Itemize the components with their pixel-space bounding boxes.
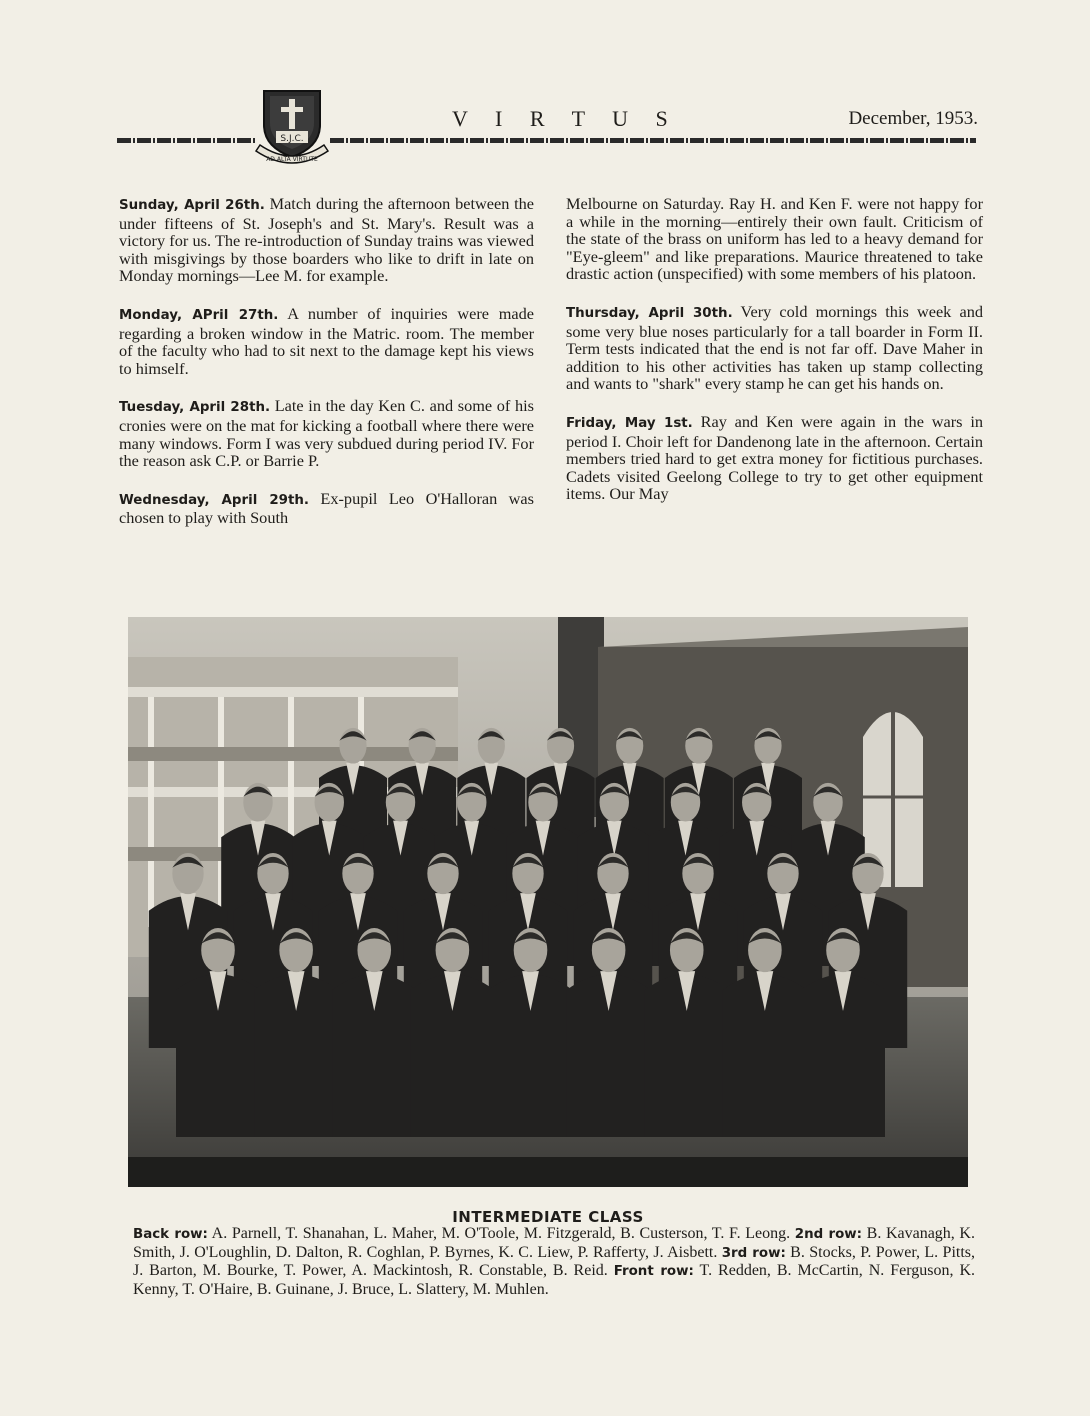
left-column (119, 195, 534, 547)
entry-text: Ray and Ken were again in the wars in period I. Choir left for Dandenong late in the afternoon. Certain members tried hard to get extra money for fictitious purchases. Cadets visited Geelong College to try to get other equipment items. Our May (566, 411, 984, 504)
entry-text: Ex-pupil Leo O'Halloran was chosen to play with South (119, 488, 534, 528)
entry-date: Thursday, April 30th. (566, 305, 733, 321)
school-crest-icon (254, 85, 330, 167)
diary-entry (119, 397, 534, 469)
right-column (566, 195, 983, 523)
row-label: Front row: (613, 1264, 694, 1280)
entry-text: Late in the day Ken C. and some of his cronies were on the mat for kicking a football where there were many windows. Form I was very subdued during period IV. For the reason ask C.P. or Barrie P. (119, 396, 534, 471)
issue-date: December, 1953. (848, 108, 978, 129)
row-names: A. Parnell, T. Shanahan, L. Maher, M. O'Toole, M. Fitzgerald, B. Custerson, T. F. Leong. (207, 1225, 795, 1242)
class-photograph (128, 617, 968, 1187)
page-header (0, 80, 1090, 170)
row-names: B. Kavanagh, K. Smith, J. O'Loughlin, D. Dalton, R. Coghlan, P. Byrnes, K. C. Liew, P. Rafferty, J. Aisbett. (133, 1225, 975, 1261)
entry-date: Friday, May 1st. (566, 415, 693, 431)
entry-text: Very cold mornings this week and some very blue noses particularly for a tall boarder in Form II. Term tests indicated that the end is not far off. Dave Maher in addition to his other activities has taken up stamp collecting and wants to "shark" every stamp he can get his hands on. (566, 301, 983, 394)
row-label: 3rd row: (721, 1245, 786, 1261)
row-label: 2nd row: (794, 1227, 863, 1242)
diary-entry (119, 490, 534, 527)
entry-text: A number of inquiries were made regarding a broken window in the Matric. room. The member of the faculty who had to sit next to the damage kept his views to himself. (119, 303, 535, 378)
decorative-rule-right (330, 138, 976, 143)
entry-date: Monday, APril 27th. (119, 307, 279, 323)
row-label: Back row: (133, 1227, 208, 1242)
entry-date: Wednesday, April 29th. (119, 492, 309, 508)
entry-date: Tuesday, April 28th. (119, 400, 271, 416)
entry-text: Melbourne on Saturday. Ray H. and Ken F. were not happy for a while in the morning—entirely their own fault. Criticism of the state of the brass on uniform has led to a heavy demand for "Eye-gleem" and like preparations. Maurice threatened to take drastic action (unspecified) with some members of his platoon. (566, 194, 983, 284)
diary-entry (566, 303, 983, 393)
caption-names (133, 1225, 975, 1298)
decorative-rule-left (117, 138, 257, 143)
magazine-title: V I R T U S (452, 106, 679, 131)
crest-motto: AD ALTA VIRTUTE (266, 156, 318, 163)
row-names: T. Redden, B. McCartin, N. Ferguson, K. Kenny, T. O'Haire, B. Guinane, J. Bruce, L. Slattery, M. Muhlen. (133, 1262, 975, 1298)
diary-entry (566, 195, 983, 283)
entry-text: Match during the afternoon between the under fifteens of St. Joseph's and St. Mary's. Result was a victory for us. The re-introduction of Sunday trains was viewed with misgivings by those boarders who like to drift in late on Monday mornings—Lee M. for example. (119, 194, 534, 286)
students-group (149, 728, 907, 1137)
class-photo-illustration (128, 617, 968, 1187)
diary-entry (119, 305, 534, 377)
row-names: B. Stocks, P. Power, L. Pitts, J. Barton, M. Bourke, T. Power, A. Mackintosh, R. Constable, B. Reid. (133, 1243, 976, 1280)
caption-title: INTERMEDIATE CLASS (452, 1208, 644, 1226)
entry-date: Sunday, April 26th. (119, 198, 265, 213)
crest-initials: S.J.C. (280, 134, 304, 144)
diary-entry (566, 413, 983, 503)
diary-entry (119, 195, 534, 285)
